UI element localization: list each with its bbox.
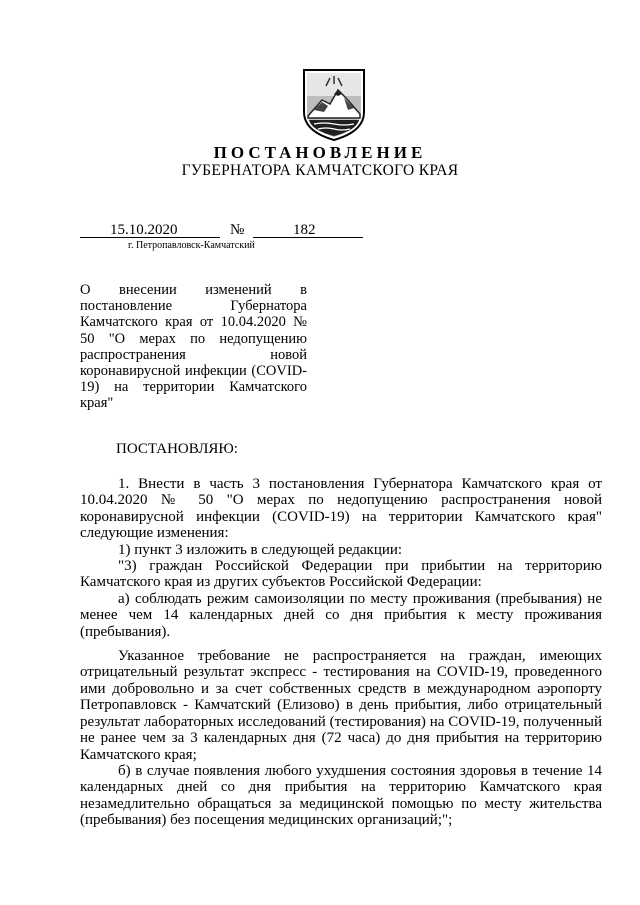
body-paragraph: 1. Внести в часть 3 постановления Губернатора Камчатского края от 10.04.2020 № 50 "О мерах по недопущению распространения новой коронавирусной инфекции (COVID-19) на территории Камчатского края" следующие изменения: bbox=[80, 476, 602, 542]
number-sign: № bbox=[230, 222, 245, 238]
document-issuer: ГУБЕРНАТОРА КАМЧАТСКОГО КРАЯ bbox=[181, 162, 459, 179]
body-paragraph: б) в случае появления любого ухудшения состояния здоровья в течение 14 календарных дней со дня прибытия на территорию Камчатского края незамедлительно обращаться за медицинской помощью по месту жительства (пребывания) без посещения медицинских организаций;"; bbox=[80, 762, 602, 829]
document-date: 15.10.2020 bbox=[110, 222, 178, 238]
document-type-title: ПОСТАНОВЛЕНИЕ bbox=[213, 143, 427, 162]
body-paragraph: а) соблюдать режим самоизоляции по месту проживания (пребывания) не менее чем 14 календарных дней со дня прибытия к месту проживания (пребывания). bbox=[80, 590, 602, 640]
document-body bbox=[80, 476, 602, 829]
document-number: 182 bbox=[293, 222, 316, 238]
number-underline bbox=[253, 237, 363, 238]
document-city: г. Петропавловск-Камчатский bbox=[128, 240, 255, 251]
date-underline bbox=[80, 237, 220, 238]
document-subject: О внесении изменений в постановление Губернатора Камчатского края от 10.04.2020 № 50 "О мерах по недопущению распространения новой коронавирусной инфекции (COVID-19) на территории Камчатского края" bbox=[80, 282, 307, 412]
kamchatka-emblem-icon bbox=[300, 66, 368, 142]
decree-heading: ПОСТАНОВЛЯЮ: bbox=[116, 441, 238, 457]
body-paragraph: 1) пункт 3 изложить в следующей редакции: bbox=[118, 541, 403, 558]
body-paragraph: Указанное требование не распространяется на граждан, имеющих отрицательный результат экспресс - тестирования на COVID-19, проведенного ими добровольно и за счет собственных средств в международном аэропорту Петропавловск - Камчатский (Елизово) в день прибытия, либо отрицательный результат лабораторных исследований (тестирования) на COVID-19, полученный не ранее чем за 3 календарных дня (72 часа) до дня прибытия на территорию Камчатского края; bbox=[80, 648, 602, 763]
body-paragraph: "3) граждан Российской Федерации при прибытии на территорию Камчатского края из других субъектов Российской Федерации: bbox=[80, 558, 602, 591]
